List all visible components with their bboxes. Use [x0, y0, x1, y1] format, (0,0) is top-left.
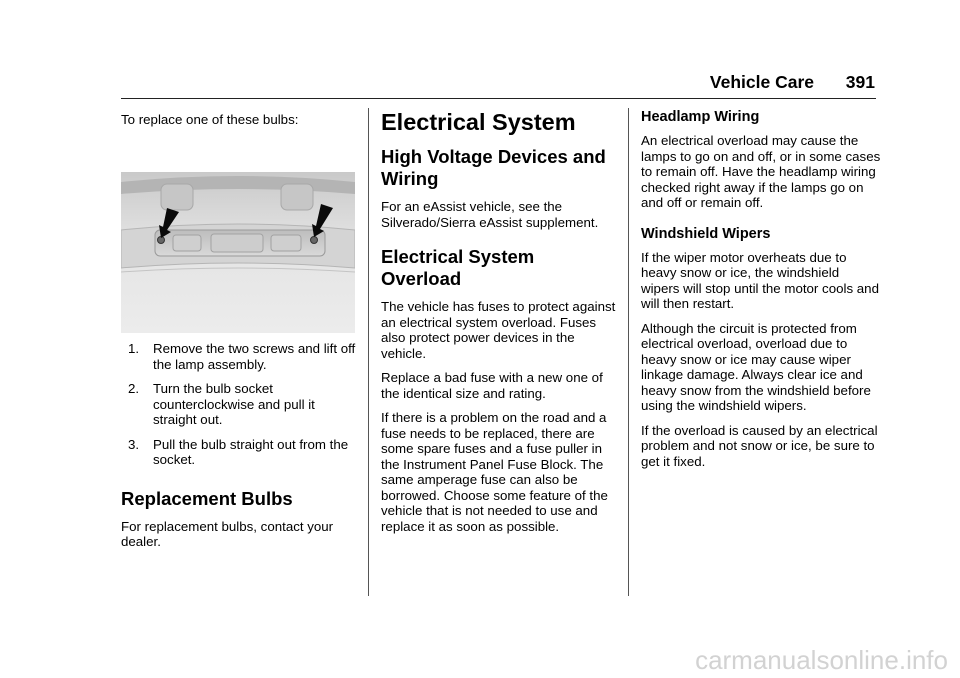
- page-number: 391: [845, 72, 875, 92]
- replacement-bulbs-text: For replacement bulbs, contact your dealer.: [121, 518, 334, 549]
- overload-paragraph-3: If there is a problem on the road and a fuse needs to be replaced, there are some spare fuses and a fuse puller in the Instrument Panel Fuse Block. The same amperage fuse can also be borrowed. Choose some feature of the vehicle that is not needed to use and replace it as soon as possible.: [381, 410, 608, 534]
- lamp-assembly-photo: [121, 172, 355, 333]
- wipers-paragraph-2: Although the circuit is protected from electrical overload, overload due to heavy snow or ice may cause wiper linkage damage. Always clear ice and heavy snow from the windshield before using the windshield wipers.: [641, 320, 871, 413]
- watermark: carmanualsonline.info: [695, 645, 948, 675]
- intro-text: To replace one of these bulbs:: [121, 112, 299, 127]
- column-1: [121, 112, 356, 137]
- steps-block: [121, 341, 356, 559]
- section-title: Vehicle Care: [709, 72, 814, 92]
- wipers-paragraph-1: If the wiper motor overheats due to heavy snow or ice, the windshield wipers will stop until the motor cools and will then restart.: [641, 249, 879, 311]
- replacement-bulbs-heading: Replacement Bulbs: [121, 487, 293, 509]
- column-divider-2: [628, 108, 629, 596]
- overload-heading: Electrical System Overload: [381, 246, 535, 289]
- headlamp-wiring-heading: Headlamp Wiring: [641, 109, 760, 125]
- steps-list: [121, 341, 356, 468]
- high-voltage-heading: High Voltage Devices and Wiring: [381, 146, 606, 189]
- list-item: 3. Pull the bulb straight out from the socket.: [128, 436, 349, 467]
- headlamp-wiring-text: An electrical overload may cause the lamps to go on and off, or in some cases to remain off. Have the headlamp wiring checked right away if the lamps go on and off or remain off.: [641, 133, 881, 210]
- column-3: [641, 108, 881, 478]
- electrical-system-title: Electrical System: [381, 109, 576, 135]
- overload-paragraph-2: Replace a bad fuse with a new one of the identical size and rating.: [381, 370, 603, 401]
- list-item: 2. Turn the bulb socket counterclockwise and pull it straight out.: [128, 381, 315, 427]
- overload-paragraph-1: The vehicle has fuses to protect against an electrical system overload. Fuses also protect power devices in the vehicle.: [381, 299, 616, 361]
- high-voltage-text: For an eAssist vehicle, see the Silverado/Sierra eAssist supplement.: [381, 199, 599, 230]
- column-divider-1: [368, 108, 369, 596]
- windshield-wipers-heading: Windshield Wipers: [641, 225, 771, 242]
- page-header: [121, 72, 876, 99]
- list-item: 1. Remove the two screws and lift off the lamp assembly.: [128, 341, 356, 372]
- column-2: [381, 108, 616, 543]
- wipers-paragraph-3: If the overload is caused by an electrical problem and not snow or ice, be sure to get it fixed.: [641, 422, 878, 469]
